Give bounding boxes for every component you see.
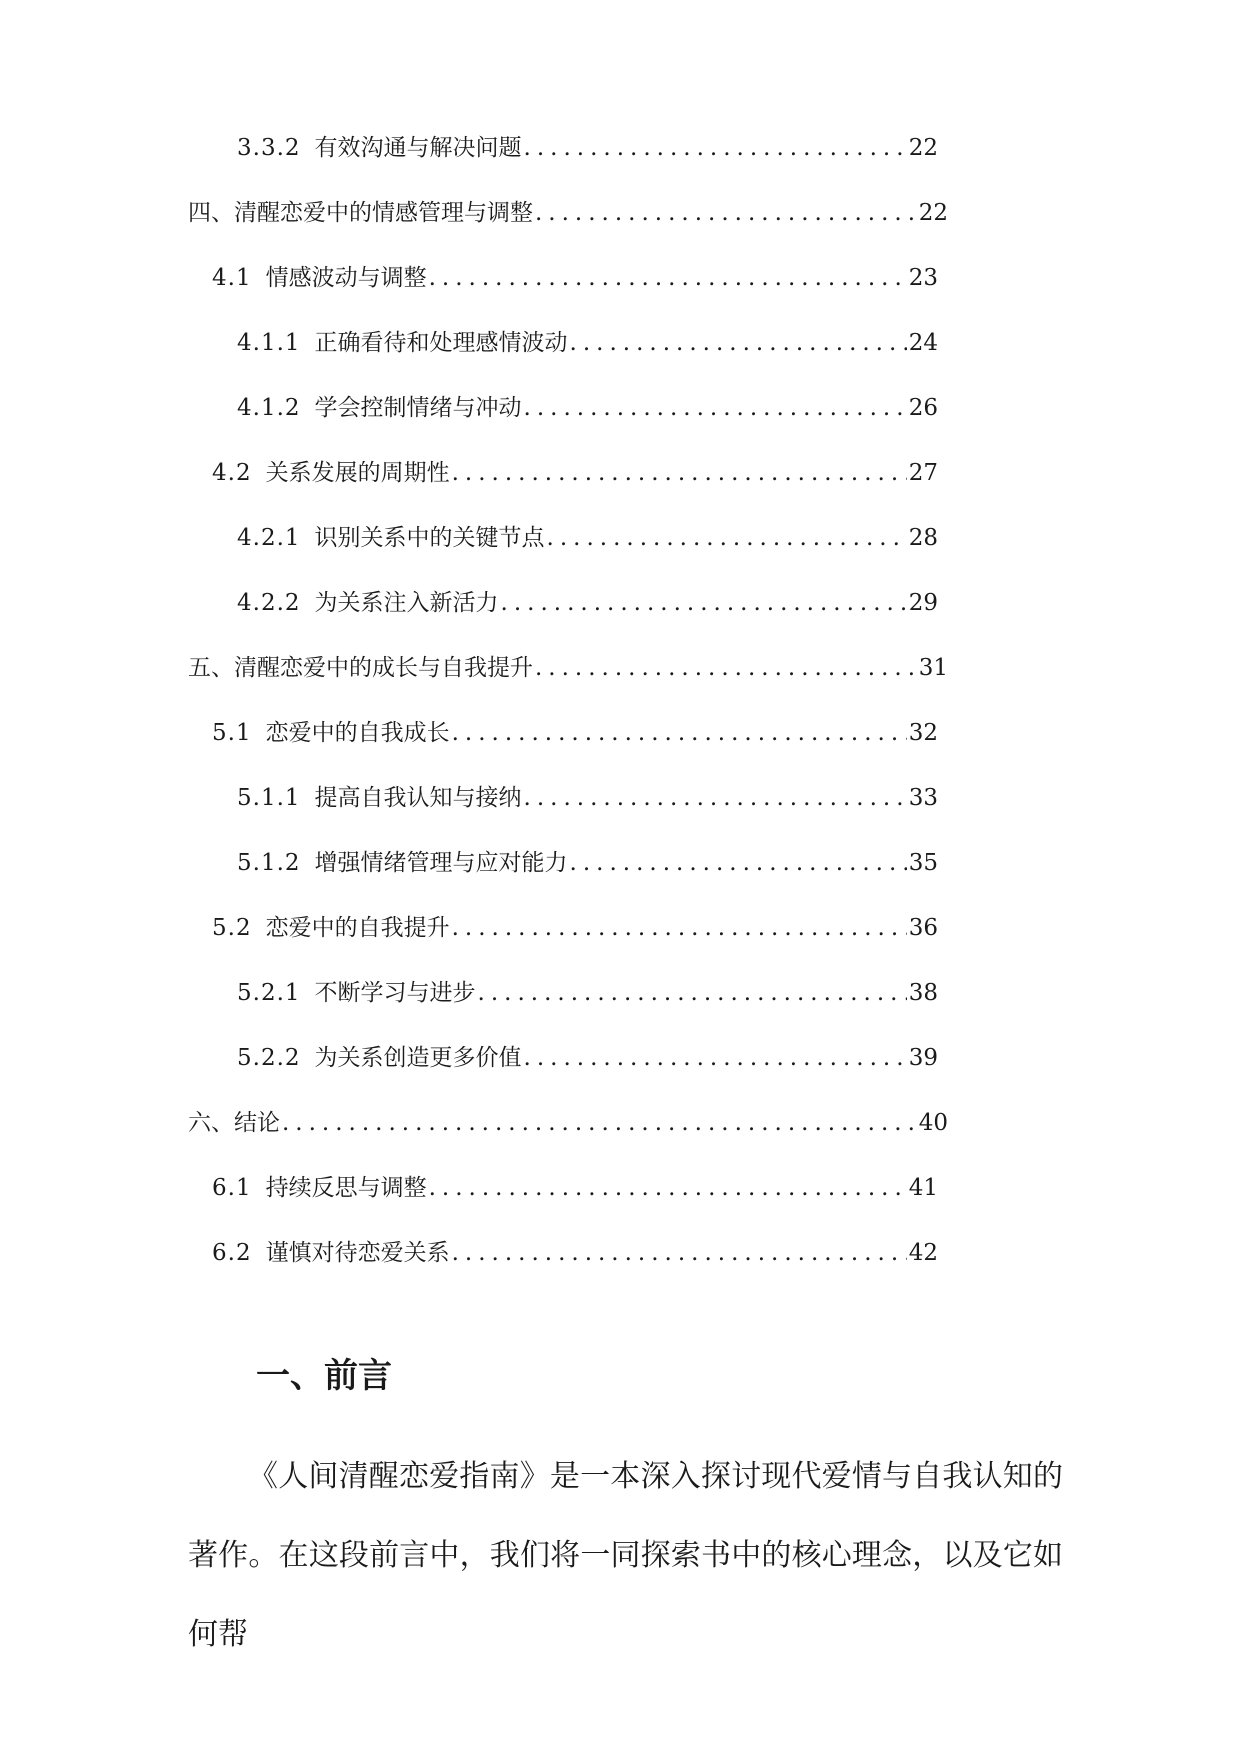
toc-entry-page-number: 24 [908, 330, 938, 356]
toc-entry-page-number: 42 [908, 1240, 938, 1266]
toc-dot-leader [570, 323, 907, 363]
toc-entry[interactable] [237, 518, 938, 558]
toc-entry-number: 5.2.2 [237, 1045, 301, 1071]
toc-entry-page-number: 29 [908, 590, 938, 616]
toc-dot-leader [452, 908, 907, 948]
toc-entry-title: 持续反思与调整 [265, 1175, 427, 1201]
toc-entry-page-number: 36 [908, 915, 938, 941]
toc-dot-leader [547, 518, 907, 558]
toc-entry-page-number: 27 [908, 460, 938, 486]
toc-entry-number: 4.1.2 [237, 395, 301, 421]
toc-entry-number: 6.2 [212, 1240, 252, 1266]
toc-entry-number: 3.3.2 [237, 135, 301, 161]
toc-entry[interactable] [212, 1233, 938, 1273]
toc-entry-title: 为关系创造更多价值 [314, 1045, 522, 1071]
toc-entry-number: 4.1.1 [237, 330, 301, 356]
toc-entry-title: 有效沟通与解决问题 [314, 135, 522, 161]
toc-entry-page-number: 28 [908, 525, 938, 551]
toc-entry-number: 4.2 [212, 460, 252, 486]
toc-entry-page-number: 22 [908, 135, 938, 161]
toc-entry-number: 4.1 [212, 265, 252, 291]
toc-entry[interactable] [188, 1103, 948, 1143]
toc-entry-number: 5.1.2 [237, 850, 301, 876]
toc-entry-title: 不断学习与进步 [314, 980, 476, 1006]
toc-entry-page-number: 23 [908, 265, 938, 291]
toc-dot-leader [501, 583, 907, 623]
toc-entry-page-number: 31 [918, 655, 948, 681]
toc-entry-number: 6.1 [212, 1175, 252, 1201]
toc-entry-title: 正确看待和处理感情波动 [314, 330, 568, 356]
toc-entry[interactable] [237, 388, 938, 428]
toc-entry[interactable] [237, 128, 938, 168]
toc-entry[interactable] [212, 908, 938, 948]
toc-entry[interactable] [237, 323, 938, 363]
toc-entry[interactable] [212, 453, 938, 493]
toc-entry[interactable] [237, 778, 938, 818]
toc-entry-page-number: 22 [918, 200, 948, 226]
toc-dot-leader [524, 388, 907, 428]
toc-entry[interactable] [188, 193, 948, 233]
toc-entry[interactable] [188, 648, 948, 688]
toc-entry[interactable] [237, 973, 938, 1013]
toc-entry-page-number: 33 [908, 785, 938, 811]
toc-entry-title: 四、清醒恋爱中的情感管理与调整 [188, 200, 533, 226]
toc-dot-leader [535, 193, 917, 233]
toc-entry[interactable] [212, 1168, 938, 1208]
toc-dot-leader [524, 1038, 907, 1078]
toc-entry-title: 情感波动与调整 [265, 265, 427, 291]
toc-entry-page-number: 39 [908, 1045, 938, 1071]
toc-entry-title: 增强情绪管理与应对能力 [314, 850, 568, 876]
toc-dot-leader [429, 258, 907, 298]
toc-entry-page-number: 26 [908, 395, 938, 421]
section-heading: 一、前言 [256, 1356, 392, 1396]
toc-entry-title: 提高自我认知与接纳 [314, 785, 522, 811]
preface-paragraph: 《人间清醒恋爱指南》是一本深入探讨现代爱情与自我认知的著作。在这段前言中，我们将一同探索书中的核心理念，以及它如何帮 [188, 1459, 1063, 1652]
toc-dot-leader [429, 1168, 907, 1208]
toc-entry-page-number: 40 [918, 1110, 948, 1136]
toc-entry-title: 恋爱中的自我提升 [265, 915, 450, 941]
toc-entry-number: 5.1.1 [237, 785, 301, 811]
toc-dot-leader [478, 973, 907, 1013]
toc-entry-title: 恋爱中的自我成长 [265, 720, 450, 746]
toc-entry-title: 谨慎对待恋爱关系 [265, 1240, 450, 1266]
toc-dot-leader [452, 713, 907, 753]
toc-entry-title: 六、结论 [188, 1110, 280, 1136]
toc-entry-number: 5.1 [212, 720, 252, 746]
toc-dot-leader [535, 648, 917, 688]
toc-entry-page-number: 35 [908, 850, 938, 876]
toc-dot-leader [282, 1103, 917, 1143]
toc-entry-number: 4.2.2 [237, 590, 301, 616]
toc-entry-title: 学会控制情绪与冲动 [314, 395, 522, 421]
toc-entry[interactable] [237, 843, 938, 883]
toc-entry[interactable] [237, 1038, 938, 1078]
toc-entry[interactable] [237, 583, 938, 623]
toc-entry-title: 五、清醒恋爱中的成长与自我提升 [188, 655, 533, 681]
toc-dot-leader [524, 128, 907, 168]
toc-dot-leader [524, 778, 907, 818]
toc-entry[interactable] [212, 713, 938, 753]
toc-entry-page-number: 41 [908, 1175, 938, 1201]
toc-dot-leader [570, 843, 907, 883]
toc-entry-page-number: 32 [908, 720, 938, 746]
toc-entry-number: 5.2.1 [237, 980, 301, 1006]
toc-entry-number: 5.2 [212, 915, 252, 941]
toc-entry-page-number: 38 [908, 980, 938, 1006]
toc-entry-title: 关系发展的周期性 [265, 460, 450, 486]
toc-entry-number: 4.2.1 [237, 525, 301, 551]
toc-dot-leader [452, 1233, 907, 1273]
toc-entry-title: 识别关系中的关键节点 [314, 525, 545, 551]
toc-entry[interactable] [212, 258, 938, 298]
toc-entry-title: 为关系注入新活力 [314, 590, 499, 616]
toc-dot-leader [452, 453, 907, 493]
